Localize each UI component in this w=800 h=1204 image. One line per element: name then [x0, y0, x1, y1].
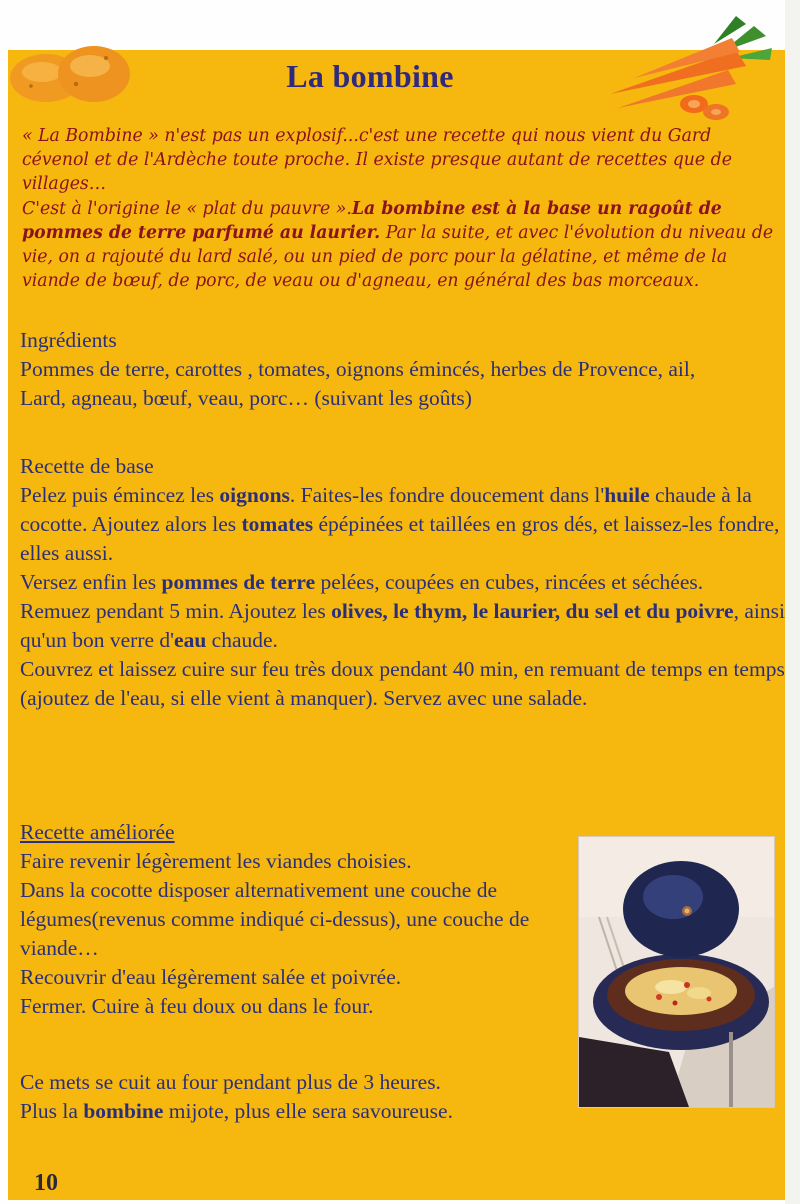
- closing-line-1: Ce mets se cuit au four pendant plus de 3 heures.: [20, 1070, 441, 1094]
- page-number: 10: [34, 1170, 58, 1196]
- improved-step-1: Faire revenir légèrement les viandes choisies.: [20, 849, 412, 873]
- dish-photo: [578, 836, 775, 1108]
- improved-recipe-heading: Recette améliorée: [20, 820, 175, 844]
- base-step-2: Versez enfin les pommes de terre pelées, coupées en cubes, rincées et séchées.: [20, 570, 704, 594]
- ingredients-line-1: Pommes de terre, carottes , tomates, oignons émincés, herbes de Provence, ail,: [20, 357, 696, 381]
- base-step-3: Remuez pendant 5 min. Ajoutez les olives, le thym, le laurier, du sel et du poivre, ainsi qu'un bon verre d'eau chaude.: [20, 599, 785, 652]
- page-title: La bombine: [286, 58, 454, 94]
- base-recipe-section: [20, 452, 785, 713]
- intro-bold-sentence: La bombine est à la base un ragoût de pommes de terre parfumé au laurier.: [22, 198, 722, 243]
- cocotte-dish-icon: [579, 837, 774, 1107]
- closing-line-2: Plus la bombine mijote, plus elle sera savoureuse.: [20, 1099, 453, 1123]
- base-recipe-heading: Recette de base: [20, 454, 154, 478]
- improved-step-4: Fermer. Cuire à feu doux ou dans le four.: [20, 994, 374, 1018]
- improved-recipe-section: [20, 818, 565, 1021]
- ingredients-heading: Ingrédients: [20, 328, 117, 352]
- page-edge: [785, 0, 800, 1204]
- improved-step-2: Dans la cocotte disposer alternativement une couche de légumes(revenus comme indiqué ci-dessus), une couche de viande…: [20, 878, 530, 960]
- intro-text: [22, 124, 782, 293]
- intro-paragraph-2: C'est à l'origine le « plat du pauvre ».La bombine est à la base un ragoût de pommes de terre parfumé au laurier. Par la suite, et avec l'évolution du niveau de vie, on a rajouté du lard salé, ou un pied de porc pour la gélatine, et même de la viande de bœuf, de porc, de veau ou d'agneau, en général des bas morceaux.: [22, 198, 774, 292]
- ingredients-section: [20, 326, 785, 413]
- base-step-4: Couvrez et laissez cuire sur feu très doux pendant 40 min, en remuant de temps en temps (ajoutez de l'eau, si elle vient à manquer). Servez avec une salade.: [20, 657, 785, 710]
- closing-section: [20, 1068, 580, 1126]
- ingredients-line-2: Lard, agneau, bœuf, veau, porc… (suivant les goûts): [20, 386, 472, 410]
- base-step-1: Pelez puis émincez les oignons. Faites-les fondre doucement dans l'huile chaude à la cocotte. Ajoutez alors les tomates épépinées et taillées en gros dés, et laissez-les fondre, elles aussi.: [20, 483, 780, 565]
- improved-step-3: Recouvrir d'eau légèrement salée et poivrée.: [20, 965, 402, 989]
- intro-paragraph-1: « La Bombine » n'est pas un explosif...c'est une recette qui nous vient du Gard cévenol et de l'Ardèche toute proche. Il existe presque autant de recettes que de villages…: [22, 126, 732, 195]
